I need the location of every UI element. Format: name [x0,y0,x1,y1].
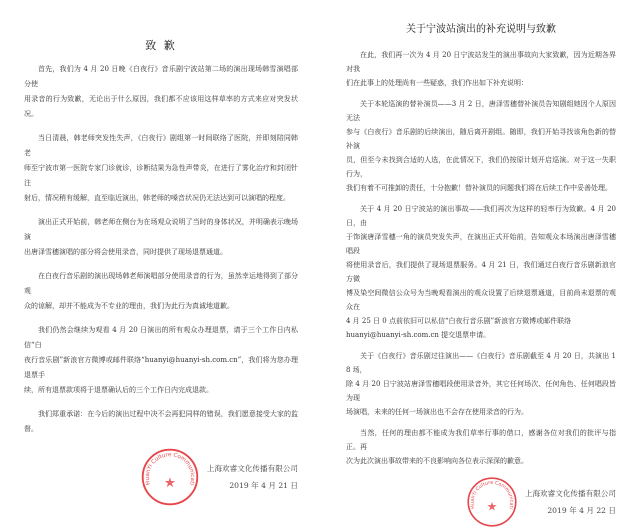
paragraph-line: 次为此次演出事故带来的不良影响向各位表示深深的歉意。 [346,457,528,465]
paragraph [346,48,616,90]
paragraph-line: 首先，我们为 4 月 20 日晚《白夜行》音乐剧宁波站第二场的演出现场韩雪演唱部分使 [24,65,298,88]
paragraph [346,202,616,342]
paragraph-line: 将使用录音后，我们提供了现场退票服务。4 月 21 日，我们通过白夜行音乐剧新浪官方微 [346,261,616,283]
paragraph-line: 当日清晨，韩老师突发性失声，《白夜行》剧组第一时间联络了医院，并即刻陪同韩老 [24,134,298,157]
paragraph-line: 出唐泽雪穗演唱的部分将会使用录音，同时提供了现场退票通道。 [24,248,227,256]
letter-title: 致 歉 [145,39,177,52]
letter-title: 关于宁波站演出的补充说明与致歉 [406,24,556,35]
svg-text:★: ★ [486,499,498,514]
paragraph-line: 于饰演唐泽雪穗一角的演员突发失声，在演出正式开始前，告知观众本场演出唐泽雪穗唱段 [346,233,616,255]
paragraph-line: 关于 4 月 20 日宁波站的演出事故——我们再次为这样的轻率行为致歉。4 月 20 日，由 [346,205,616,227]
company-name: 上海欢睿文化传播有限公司 [524,489,616,498]
paragraph-line: 用录音的行为致歉，无论出于什么原因，我们都不应该用这样草率的方式来应对突发状况。 [24,95,298,118]
paragraph [24,323,298,398]
svg-text:★: ★ [163,474,176,491]
paragraph [24,62,298,122]
paragraph-line: 关于《白夜行》音乐剧过往演出——《白夜行》音乐剧截至 4 月 20 日，共演出 18 场， [346,352,616,374]
paragraph-line: 当然，任何的理由都不能成为我们草率行事的借口，感谢各位对我们的批评与指正。再 [346,429,616,451]
paragraph-line: 参与《白夜行》音乐剧的后续演出，随后离开剧组。随即，我们开始寻找该角色新的替补演 [346,128,616,150]
paragraph-line: 演出正式开始前，韩老师在侧台为在场观众说明了当时的身体状况，并明确表示晚场演 [24,218,298,241]
paragraph [24,269,298,314]
paragraph-line: 除 4 月 20 日宁波站唐泽雪穗唱段使用录音外，其它任何场次、任何角色、任何唱段皆为现 [346,380,616,402]
signature-block [24,446,298,508]
company-name: 上海欢睿文化传播有限公司 [206,464,298,473]
svg-text:HuanYi Culture Communication: HuanYi Culture Communicati [469,479,515,510]
svg-text:HuanYi Culture Communication: HuanYi Culture Communicati [144,452,196,486]
paragraph [346,349,616,419]
signature-block [346,475,616,529]
paragraph-line: huanyi@huanyi-sh.com.cn 提交退票申请。 [346,331,491,339]
paragraph-line: 们在此事上的处理尚有一些疑惑，我们作出如下补充说明： [346,79,528,87]
paragraph-line: 在白夜行音乐剧的演出现场韩老师演唱部分使用录音的行为，虽然幸运地得到了部分观 [24,272,298,295]
paragraph-line: 关于本轮巡演的替补演员——3 月 2 日，唐泽雪穗替补演员告知剧组她因个人原因无法 [346,100,616,122]
company-seal [139,446,201,508]
paragraph-line: 续，所有退票款项将于退票确认后的三个工作日内完成退款。 [24,386,213,394]
apology-letter-left [0,0,320,508]
paragraph-line: 我们有着不可推卸的责任，十分抱歉！替补演员的问题我们将在后续工作中妥善处理。 [346,184,612,192]
letter-date: 2019 年 4 月 22 日 [547,506,616,515]
paragraph-line: 射后，情况稍有缓解，直至临近演出，韩老师的嗓音状况仍无法达到可以演唱的程度。 [24,194,290,202]
company-seal [465,475,519,529]
paragraph-line: 师至宁波市第一医院专家门诊就诊，诊断结果为急性声带炎，在进行了雾化治疗和封闭针注 [24,164,298,187]
paragraph-line: 在此，我们再一次为 4 月 20 日宁波站发生的演出事故向大家致歉，因为近期各界对我 [346,51,616,73]
paragraph [24,131,298,206]
paragraph-line: 场演唱，未来的任何一场演出也不会存在使用录音的行为。 [346,408,528,416]
paragraph-line: 夜行音乐剧”新浪官方微博或邮件联络“huanyi@huanyi-sh.com.cn”，我们将为您办理退票手 [24,356,298,379]
letter-date: 2019 年 4 月 21 日 [229,481,298,490]
paragraph-line: 我们郑重承诺：在今后的演出过程中决不会再犯同样的错误，我们愿意接受大家的监督。 [24,410,298,433]
paragraph [346,426,616,468]
paragraph-line: 4 月 25 日 0 点前依旧可以私信“白夜行音乐剧”新浪官方微博或邮件联络 [346,317,572,325]
paragraph-line: 博及染空间微信公众号为当晚观看演出的观众设置了后续退票通道，目前尚未退票的观众在 [346,289,616,311]
paragraph-line: 众的谅解，却并不能成为不专业的理由，我们为此行为真诚地道歉。 [24,302,234,310]
supplementary-letter-right [320,0,640,529]
paragraph-line: 员，但至今未找到合适的人选，在此情况下，我们仍按原计划开启巡演。对于这一失职行为， [346,156,616,178]
paragraph [24,215,298,260]
paragraph-line: 我们仍然会继续为观看 4 月 20 日演出的所有观众办理退票，请于三个工作日内私信“白 [24,326,298,349]
paragraph [346,97,616,195]
paragraph [24,407,298,437]
